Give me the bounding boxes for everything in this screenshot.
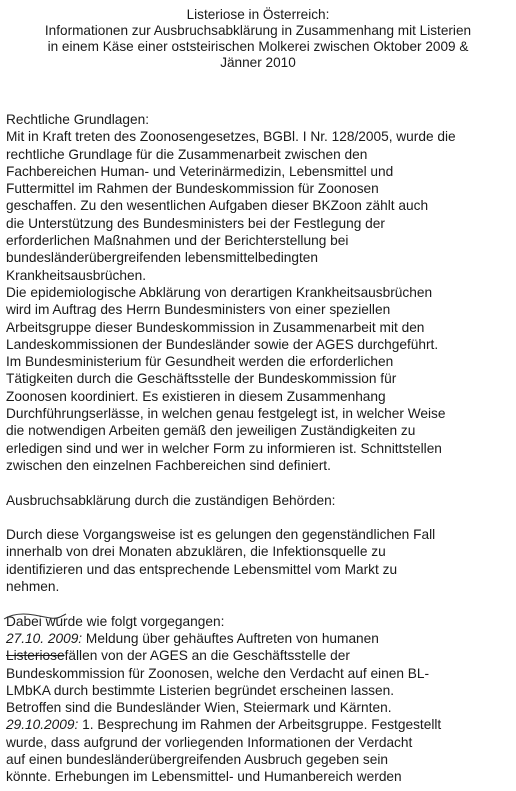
text-line: Die epidemiologische Abklärung von derartigen Krankheitsausbrüchen [6,284,433,300]
title-line-2: Informationen zur Ausbruchsabklärung in Zusammenhang mit Listerien [44,23,472,38]
timeline-entry [6,630,512,716]
text-line [6,647,512,664]
document-title [0,7,516,71]
text-line: Tätigkeiten durch die Geschäftsstelle der Bundeskommission für [6,371,397,387]
text-line: Arbeitsgruppe dieser Bundeskommission in Zusammenarbeit mit den [6,319,425,335]
entry-text: 1. Besprechung im Rahmen der Arbeitsgruppe. Festgestellt [78,717,442,733]
text-line: könnte. Erhebungen im Lebensmittel- und Humanbereich werden [6,769,402,785]
section-heading-legal-basis: Rechtliche Grundlagen: [6,112,150,127]
paragraph-gap [6,595,512,612]
section-heading-outbreak-investigation: Ausbruchsabklärung durch die zuständigen Behörden: [6,492,336,508]
text-line: Mit in Kraft treten des Zoonosengesetzes, BGBl. I Nr. 128/2005, wurde die [6,129,456,145]
text-line: wurde, dass aufgrund der vorliegenden Informationen der Verdacht [6,734,413,750]
procedure-section [6,613,512,786]
text-line: identifizieren und das entsprechende Lebensmittel vom Markt zu [6,561,398,577]
outbreak-paragraph [6,526,512,595]
entry-text: Meldung über gehäuftes Auftreten von humanen [82,630,379,646]
text-line: Im Bundesministerium für Gesundheit werden die erforderlichen [6,354,394,370]
text-line [6,716,512,733]
entry-text: fällen von der AGES an die Geschäftsstelle der [64,648,350,664]
text-line: die Unterstützung des Bundesministers bei der Festlegung der [6,215,385,231]
document-body [6,111,512,786]
paragraph-gap [6,509,512,526]
text-line: wird im Auftrag des Herrn Bundesministers von einer speziellen [6,302,391,318]
text-line: Zoonosen koordiniert. Es existieren in diesem Zusammenhang [6,388,386,404]
text-line: erforderlichen Maßnahmen und der Berichterstellung bei [6,233,349,249]
entry-date: 29.10.2009: [6,717,79,733]
text-line: LMbKA durch bestimmte Listerien begründet erscheinen lassen. [6,682,395,698]
text-line: die notwendigen Arbeiten gemäß den jeweiligen Zuständigkeiten zu [6,423,416,439]
text-line: Durch diese Vorgangsweise ist es gelungen den gegenständlichen Fall [6,527,436,543]
text-line: auf einen bundesländerübergreifenden Ausbruch gegeben sein [6,751,389,767]
text-line: nehmen. [6,579,60,595]
text-line: zwischen den einzelnen Fachbereichen sind definiert. [6,457,331,473]
text-line: Futtermittel im Rahmen der Bundeskommission für Zoonosen [6,181,379,197]
text-line: Krankheitsausbrüchen. [6,267,147,283]
title-line-4: Jänner 2010 [220,55,296,70]
text-line: Fachbereichen Human- und Veterinärmedizin, Lebensmittel und [6,163,394,179]
struck-word: Listeriose [6,648,65,664]
text-line: Landeskommissionen der Bundesländer sowie der AGES durchgeführt. [6,336,439,352]
text-line: rechtliche Grundlage für die Zusammenarbeit zwischen den [6,146,368,162]
text-line: bundesländerübergreifenden lebensmittelbedingten [6,250,319,266]
title-line-1: Listeriose in Österreich: [186,7,330,22]
paragraph-gap [6,474,512,491]
entry-date: 27.10. 2009: [6,630,83,646]
timeline-entry [6,716,512,785]
text-line: erledigen sind und wer in welcher Form zu informieren ist. Schnittstellen [6,440,442,456]
text-line [6,630,512,647]
title-line-3: in einem Käse einer oststeirischen Molkerei zwischen Oktober 2009 & [47,39,469,54]
text-line: geschaffen. Zu den wesentlichen Aufgaben dieser BKZoon zählt auch [6,198,429,214]
text-line: Bundeskommission für Zoonosen, welche den Verdacht auf einen BL- [6,665,430,681]
text-line: Durchführungserlässe, in welchen genau festgelegt ist, in welcher Weise [6,406,446,422]
legal-basis-paragraph [6,128,512,474]
text-line: innerhalb von drei Monaten abzuklären, die Infektionsquelle zu [6,544,386,560]
text-line: Betroffen sind die Bundesländer Wien, Steiermark und Kärnten. [6,700,392,716]
procedure-intro: Dabei wurde wie folgt vorgegangen: [6,613,225,629]
